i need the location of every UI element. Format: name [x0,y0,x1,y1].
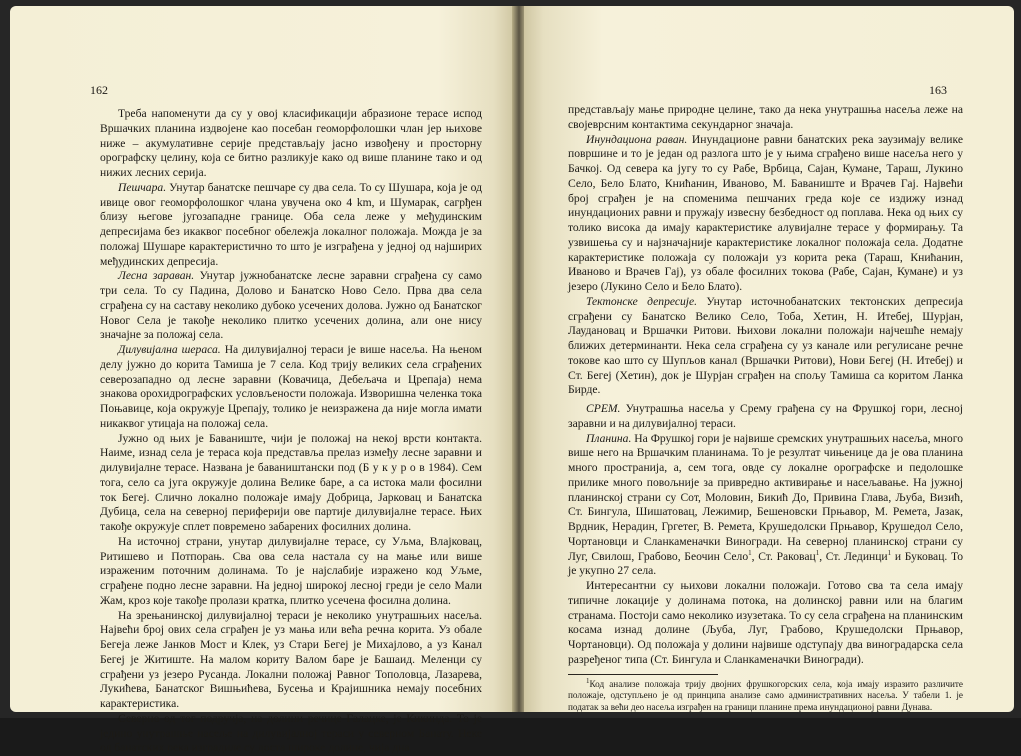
paragraph: Инундациона раван. Инундационе равни банатских река заузимају велике површине и то је један од разлога што је у њима сграђено више насеља него у Бачкој. Од севера ка југу то су Рабе, Врбица, Сајан, Кумане, Тараш, Лукино Село, Бело Блато, Книћанин, Иваново, М. Бавaниште и Врачев Гај. Највећи број сграђен је на споменима пешчаних греда које се издижу изнад инундационих равни и пружају извесну безбедност од поплава. Нека од њих су толико висока да имају карактеристике алувијалне терасе у формирању. Та узвишења су и најзначајније карактеристике локалног положаја села. Додатне карактеристике положаја су положаји уз корита река (Тараш, Книћанин, Иваново и Врачев Гај), уз обале фосилних токова (Рабе, Сајан, Кумане) и уз језеро (Лукино Село и Бело Блато). [568,132,964,293]
paragraph: Интересантни су њихови локални положаји. Готово сва та села имају типичне локације у долинама потока, на долинској равни или на благим странама. Постоји само неколико изузетака. То су села сграђена на планинским косама изнад долине (Љуба, Луг, Грабово, Крушедолски Прњавор, Чортановци). Од положаја у долини највише одступају два виноградарска села разређеног типа (Ст. Бингула и Сланкаменачки Виногради). [568,579,963,666]
paragraph: Треба напоменути да су у овој класификацији абразионе терасе испод Вршачких планина издвојене као посебан геоморфолошки члан јер њихове ниже – акумулативне серије представљају јасно извођену и просторну орографску целину, која се битно разликује како од више планине тако и од нижих лесних серија. [100,107,482,179]
paragraph: Лесна зараван. Унутар јужнобанатске лесне заравни сграђена су само три села. То су Падина, Долово и Банатско Ново Село. Прва два села сграђена су на саставу неколико дубоко усечених долова. Јужно од Банатског Новог Села је такође неколико плитко усечених долина, али оне нису значајне за положај села. [100,269,482,342]
footnote-marker: 1 [586,676,590,685]
footnote-ref: 1 [887,548,892,557]
paragraph: СРЕМ. Унутрашња насеља у Срему грађена су на Фрушкој гори, лесној заравни и на дилувијалној тераси. [568,402,963,430]
left-page-body [100,107,482,756]
paragraph: Северно од тог подручја, на долини речице Галацке, је Кикинда. То је једино унутрашње насеље на дилувијалној тераси у северном Банату. Неке од банатских река изградиле су доста широке долине, чија дна [100,711,482,755]
page-number-right: 163 [929,83,947,97]
paragraph: Тектонске депресије. Унутар источнобанатских тектонских депресија сграђени су Банатско Велико Село, Тоба, Хетин, Н. Итебеј, Шурјан, Лаудановац и Вршачки Ритови. Њихови локални положаји најчешће немају ближих детерминанти. Нека села сграђена су уз канале или регулисане речне токове као што су Шупљов канал (Вршачки Ритови), Нови Бегеј (Н. Итебеј) и Ст. Бегеј (Хетин), док је Шурјан сграђен на спољу Тамиша са коритом Ланка Бирде. [568,294,963,397]
footnote-ref: 1 [748,548,752,557]
section-heading: Инундациона раван. [586,132,688,146]
paragraph: На источној страни, унутар дилувијалне терасе, су Уљма, Влајковац, Ритишево и Потпорањ. Сва ова села настала су на мање или више израженим поточним долинама. То је најслабије изражено код Уљме, сграђене подно лесне заравни. На једној широкој лесној греди је село Мали Жам, кроз које такође пролази кратка, плитко усечена фосилна долина. [100,534,482,607]
footnote-divider [568,674,718,675]
paragraph: Пешчара. Унутар банатске пешчаре су два села. То су Шушара, која је од ивице овог геоморфолошког члана увучена око 4 km, и Шумарак, сагрђен близу његове југозападне границе. Оба села леже у међудинским депресијама без икаквог посебног обележја локалног положаја. Можда је за положај Шушаре карактеристично то што је изграђена у једној од најширих међудинских депресија. [100,180,482,268]
paragraph: Планина. На Фрушкој гори је највише сремских унутрашњих насеља, много више него на Вршачким планинама. То је резултат чињенице да је ова планина много пространија, а, сем тога, овде су локалне орографске и педолошке прилике много повољније за привредно активирање и насељавање. На јужној планинској страни су Сот, Моловин, Бикић До, Привина Глава, Љуба, Визић, Ст. Бингула, Шишатовац, Лежимир, Бешеновски Прњавор, М. Ремета, Јазак, Врдник, Нерадин, Гргетег, В. Ремета, Крушедолски Прњавор, Крушедол Село, Чортановци и Сланкаменачки Виногради. На северној планинској страни су Луг, Свилош, Грабово, Беочин Село$^1$, Ст. Раковац$^1$, Ст. Лединци$^1$ и Буковац. То је укупно 27 села. [568,431,964,578]
paragraph: На зрењанинској дилувијалној тераси је неколико унутрашњих насеља. Највећи број ових села сграђен је уз мања или већа речна корита. Уз обале Бегеја леже Јанков Мост и Клек, уз Стари Бегеј је Михајлово, а уз Канал Бегеј је Житиште. На малом кориту Валом баре је Башаид. Меленци су сграђени уз језеро Русанда. Локални положај Равног Тополовца, Лазарева, Лукићева, Банатског Вишњићева, Бусења и Крајишника немају посебних карактеристика. [100,608,482,710]
left-page [10,6,514,755]
paragraph: Јужно од њих је Бавaниште, чији је положај на некој врсти контакта. Наиме, изнад села је тераса која представља прелаз између лесне заравни и дилувијалне терасе. Названа је бaваништански под (Б у к у р о в 1984). Сем тога, село са југа окружује долина Велике баре, а са истока мали фосилни ток Бегеј. Слично локално положаје имају Добрица, Јарковац и Банатска Дубица, села на северној периферији ове партије дилувијалне терасе. Њих такође окружује сплет повремено забарених фосилних долина. [100,431,482,533]
footnote-ref: 1 [815,548,820,557]
section-heading: Планина. [586,431,632,445]
right-page [524,6,1014,712]
section-heading: СРЕМ. [586,402,621,415]
section-heading: Тектонске депресије. [586,294,698,308]
paragraph: представљају мање природне целине, тако да нека унутрашња насеља леже на својеврсним контактима секундарног значаја. [568,103,963,131]
right-page-body [568,103,963,713]
section-heading: Дилувијална шераса. [118,343,221,356]
footnote: $^1$Код анализе положаја трију двојних фрушкогорских села, која имају изразито различите положаје, одступљено је од принципа анализе само административних насеља. У табели 1. је податак за већи део насеља изграђен на граници планине према инундационој равни Дунава. [568,676,963,712]
paragraph: Дилувијална шераса. На дилувијалној тераси је више насеља. На њеном делу јужно до корита Тамиша је 7 села. Код трију великих села сграђених северозападно од лесне заравни (Ковачица, Дебељача и Црепаја) нема знакова орохидрографских условљености положаја. Изворишна челенка тока Поњавице, која окружује Црепају, толико је неизражена да није могла имати никаквог утицаја на положај села. [100,343,482,430]
section-heading: Пешчара. [118,180,167,194]
section-heading: Лесна зараван. [118,269,195,283]
page-number-left: 162 [90,83,108,97]
